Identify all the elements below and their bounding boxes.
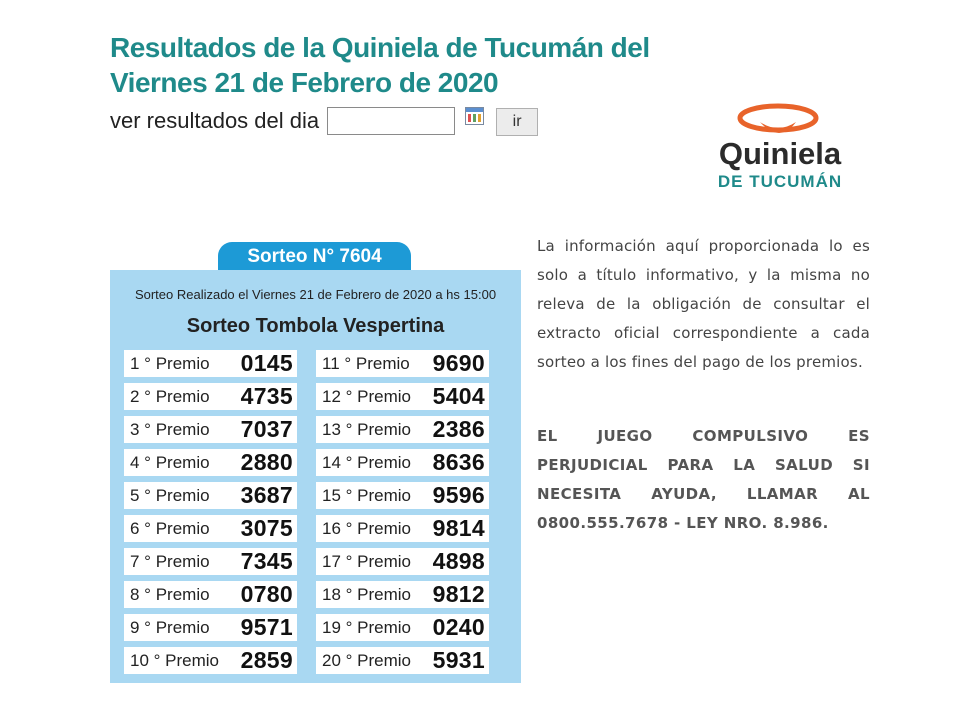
prize-label: 2 ° Premio [130,386,210,406]
logo-wordmark: Quiniela [718,136,842,171]
quiniela-logo [700,100,860,192]
go-button[interactable]: ir [496,108,538,136]
prize-cell [124,581,297,608]
draw-number-tab: Sorteo N° 7604 [218,242,411,272]
logo-ring [740,106,816,130]
prize-label: 13 ° Premio [322,419,412,439]
prize-cell [124,383,297,410]
prize-label: 9 ° Premio [130,617,210,637]
prize-cell [316,350,489,377]
prize-number: 9690 [432,350,485,376]
prize-number: 9596 [432,482,485,508]
gambling-warning: EL JUEGO COMPULSIVO ES PERJUDICIAL PARA LA SALUD SI NECESITA AYUDA, LLAMAR AL 0800.555.7678 - LEY NRO. 8.986. [537,427,870,532]
draw-datetime: Sorteo Realizado el Viernes 21 de Febrero de 2020 a hs 15:00 [134,287,497,302]
prize-label: 5 ° Premio [130,485,210,505]
prize-label: 20 ° Premio [322,650,412,670]
prize-cell [316,482,489,509]
prize-cell [316,515,489,542]
prize-number: 3075 [240,515,293,541]
prize-cell [316,548,489,575]
prize-label: 19 ° Premio [322,617,412,637]
prize-cell [124,647,297,674]
prize-cell [316,416,489,443]
prize-cell [124,482,297,509]
prize-cell [124,416,297,443]
prize-number: 4735 [240,383,293,409]
prize-label: 17 ° Premio [322,551,412,571]
prize-label: 10 ° Premio [130,650,220,670]
prize-cell [124,614,297,641]
prize-label: 16 ° Premio [322,518,412,538]
page-title: Resultados de la Quiniela de Tucumán del Viernes 21 de Febrero de 2020 [110,32,650,98]
prize-number: 7345 [240,548,293,574]
prize-cell [124,548,297,575]
prize-label: 6 ° Premio [130,518,210,538]
prize-cell [124,449,297,476]
prize-number: 4898 [432,548,485,574]
prize-number: 9571 [240,614,293,640]
prize-number: 9814 [432,515,485,541]
prize-cell [316,581,489,608]
prize-label: 1 ° Premio [130,353,210,373]
prize-number: 9812 [432,581,485,607]
draw-name: Sorteo Tombola Vespertina [186,315,445,337]
date-input[interactable] [327,107,455,135]
prize-number: 5404 [432,383,485,409]
prize-label: 7 ° Premio [130,551,210,571]
prize-cell [316,449,489,476]
prize-label: 4 ° Premio [130,452,210,472]
prize-number: 2386 [432,416,485,442]
prize-cell [124,350,297,377]
prize-label: 11 ° Premio [322,353,410,373]
prize-number: 3687 [240,482,293,508]
prize-number: 0240 [432,614,485,640]
prize-label: 12 ° Premio [322,386,412,406]
prize-cell [316,383,489,410]
date-label: ver resultados del dia [110,108,320,133]
prize-label: 8 ° Premio [130,584,210,604]
prize-number: 5931 [432,647,485,673]
prize-number: 0780 [240,581,293,607]
prize-number: 0145 [240,350,293,376]
prize-cell [124,515,297,542]
date-picker-bar [110,104,538,138]
results-panel [110,270,521,683]
prize-number: 2880 [240,449,293,475]
prize-label: 18 ° Premio [322,584,412,604]
prize-label: 14 ° Premio [322,452,412,472]
prize-label: 15 ° Premio [322,485,412,505]
prize-cell [316,614,489,641]
prize-label: 3 ° Premio [130,419,210,439]
prize-cell [316,647,489,674]
prize-number: 8636 [432,449,485,475]
disclaimer-text: La información aquí proporcionada lo es solo a título informativo, y la misma no releva de la obligación de consultar el extracto oficial correspondiente a cada sorteo a los fines del pago de los premios. [537,237,870,371]
prize-number: 7037 [240,416,293,442]
logo-subtitle: DE TUCUMÁN [717,172,843,191]
prize-number: 2859 [240,647,293,673]
calendar-icon[interactable] [465,107,484,125]
